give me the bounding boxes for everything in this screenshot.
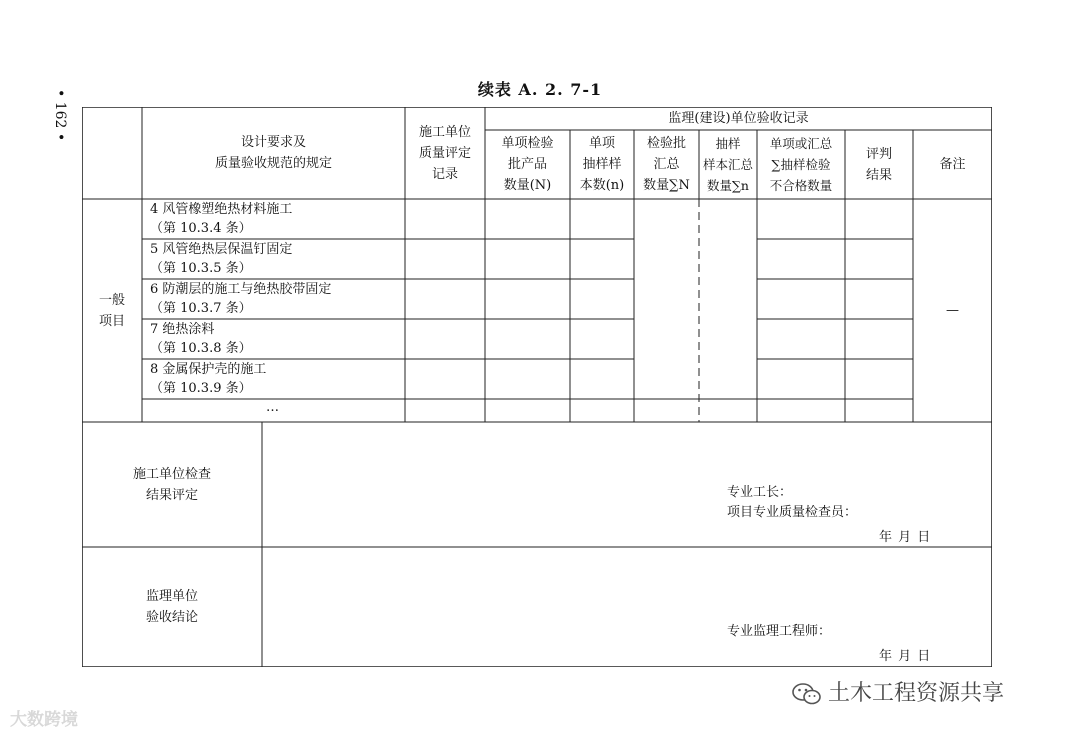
supervision-signer: 专业监理工程师： [727, 624, 832, 639]
construction-check-label: 施工单位检查 结果评定 [132, 466, 211, 503]
header-sample-sum: 抽样 样本汇总 数量∑n [702, 136, 753, 193]
acceptance-table [82, 107, 992, 667]
general-items-label: 一般 项目 [98, 292, 125, 329]
list-item-ellipsis: … [266, 400, 279, 415]
construction-date: 年 月 日 [879, 530, 932, 545]
list-item: 4 风管橡塑绝热材料施工 （第 10.3.4 条） [150, 202, 293, 236]
header-supervision-group: 监理(建设)单位验收记录 [668, 111, 809, 126]
wechat-icon [792, 682, 822, 706]
list-item: 5 风管绝热层保温钉固定 （第 10.3.5 条） [150, 242, 293, 276]
list-item: 8 金属保护壳的施工 （第 10.3.9 条） [150, 362, 267, 396]
header-batch-sum: 检验批 汇总 数量∑N [643, 136, 690, 193]
list-item: 7 绝热涂料 （第 10.3.8 条） [150, 322, 252, 356]
table-title: 续表 A. 2. 7-1 [477, 80, 603, 99]
construction-signers: 专业工长： 项目专业质量检查员： [727, 485, 858, 520]
header-construction-eval: 施工单位 质量评定 记录 [418, 124, 471, 182]
watermark-left-text: 大数跨境 [10, 710, 78, 730]
general-items-remark: — [946, 303, 959, 318]
list-item: 6 防潮层的施工与绝热胶带固定 （第 10.3.7 条） [150, 282, 332, 316]
supervision-conclusion-label: 监理单位 验收结论 [145, 589, 198, 625]
watermark-left [10, 705, 78, 730]
header-sample-count: 单项 抽样样 本数(n) [579, 136, 625, 193]
supervision-date: 年 月 日 [879, 649, 932, 664]
header-remark: 备注 [939, 157, 966, 172]
page-number: • 162 • [52, 89, 68, 142]
header-batch-quantity: 单项检验 批产品 数量(N) [501, 136, 554, 193]
header-design-requirements: 设计要求及 质量验收规范的规定 [214, 135, 332, 171]
watermark-right [792, 676, 1004, 707]
header-judgement: 评判 结果 [865, 146, 892, 183]
watermark-right-text: 土木工程资源共享 [828, 681, 1005, 706]
header-fail-count: 单项或汇总 ∑抽样检验 不合格数量 [769, 136, 833, 193]
